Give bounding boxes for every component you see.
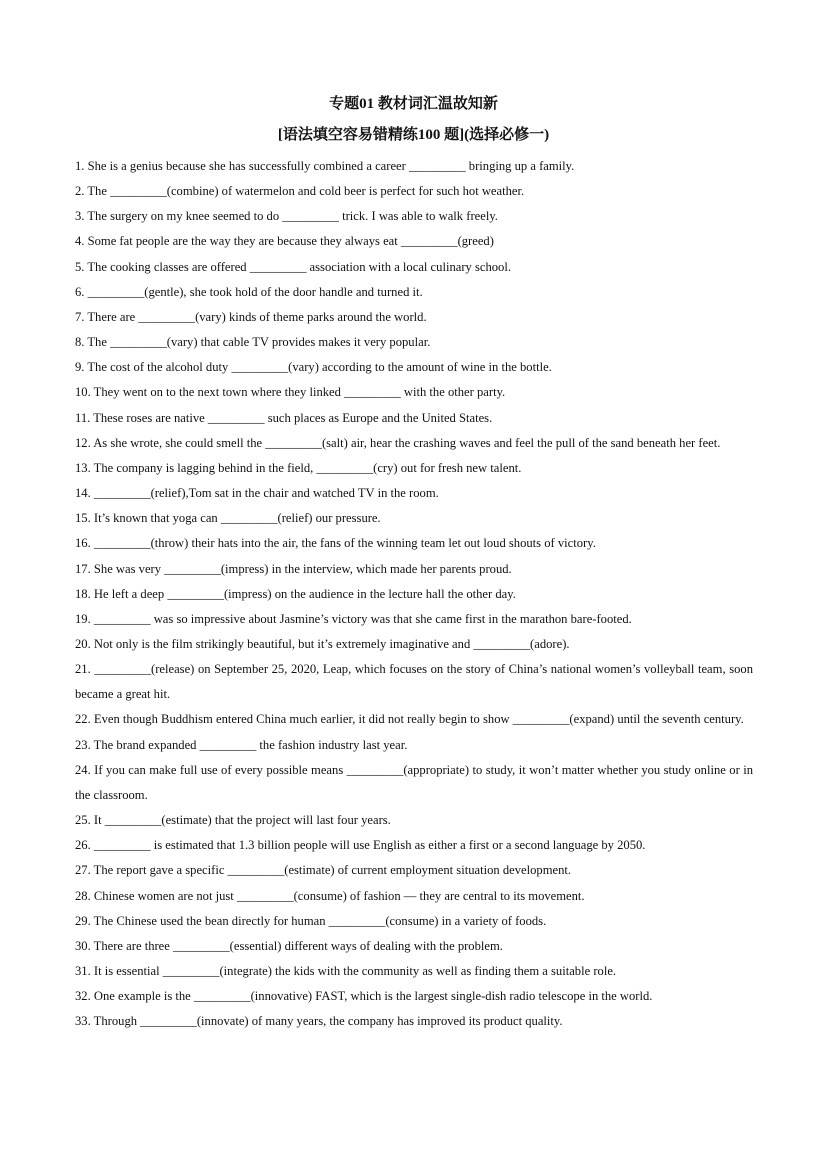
exercise-item: 16. _________(throw) their hats into the air, the fans of the winning team let out loud shouts of victory.	[75, 536, 596, 551]
exercise-item: 12. As she wrote, she could smell the _________(salt) air, hear the crashing waves and feel the pull of the sand beneath her feet.	[75, 435, 721, 450]
document-subtitle: [语法填空容易错精练100 题](选择必修一)	[277, 127, 550, 143]
exercise-item: 31. It is essential _________(integrate) the kids with the community as well as finding them a suitable role.	[75, 964, 617, 978]
exercise-item: 33. Through _________(innovate) of many years, the company has improved its product quality.	[75, 1014, 563, 1029]
exercise-item: 15. It’s known that yoga can _________(relief) our pressure.	[75, 511, 381, 526]
exercise-item: 9. The cost of the alcohol duty _________(vary) according to the amount of wine in the bottle.	[75, 360, 552, 375]
exercise-item: 30. There are three _________(essential) different ways of dealing with the problem.	[75, 938, 503, 953]
exercise-item: 3. The surgery on my knee seemed to do _________ trick. I was able to walk freely.	[75, 209, 498, 224]
exercise-item: 5. The cooking classes are offered _________ association with a local culinary school.	[75, 259, 511, 274]
exercise-item: 18. He left a deep _________(impress) on the audience in the lecture hall the other day.	[75, 586, 516, 601]
exercise-item: 10. They went on to the next town where they linked _________ with the other party.	[75, 385, 506, 400]
exercise-item: 8. The _________(vary) that cable TV provides makes it very popular.	[75, 335, 431, 350]
exercise-item: 25. It _________(estimate) that the project will last four years.	[75, 813, 391, 828]
exercise-item: 20. Not only is the film strikingly beautiful, but it’s extremely imaginative and _________(adore).	[75, 636, 570, 651]
exercise-item: 7. There are _________(vary) kinds of theme parks around the world.	[75, 309, 427, 324]
exercise-item: 24. If you can make full use of every possible means _________(appropriate) to study, it won’t matter whether you study online or in the classroom.	[75, 762, 753, 802]
exercise-item: 17. She was very _________(impress) in the interview, which made her parents proud.	[75, 561, 512, 576]
exercise-item: 26. _________ is estimated that 1.3 billion people will use English as either a first or a second language by 2050.	[75, 838, 646, 853]
exercise-item: 14. _________(relief),Tom sat in the chair and watched TV in the room.	[75, 486, 439, 501]
exercise-item: 1. She is a genius because she has successfully combined a career _________ bringing up a family.	[75, 159, 575, 173]
exercise-item: 2. The _________(combine) of watermelon and cold beer is perfect for such hot weather.	[75, 184, 525, 199]
exercise-item: 28. Chinese women are not just _________(consume) of fashion — they are central to its movement.	[75, 888, 585, 903]
document-title: 专题01 教材词汇温故知新	[329, 96, 498, 112]
exercise-item: 19. _________ was so impressive about Jasmine’s victory was that she came first in the marathon bare-footed.	[75, 611, 632, 626]
exercise-item: 27. The report gave a specific _________(estimate) of current employment situation development.	[75, 863, 572, 878]
exercise-item: 13. The company is lagging behind in the field, _________(cry) out for fresh new talent.	[75, 460, 522, 475]
exercise-item: 4. Some fat people are the way they are because they always eat _________(greed)	[75, 234, 494, 249]
exercise-item: 21. _________(release) on September 25, 2020, Leap, which focuses on the story of China’s national women’s volleyball team, soon became a great hit.	[75, 662, 753, 702]
exercise-list	[75, 154, 753, 1034]
exercise-item: 23. The brand expanded _________ the fashion industry last year.	[75, 737, 408, 752]
exercise-item: 11. These roses are native _________ such places as Europe and the United States.	[75, 410, 493, 425]
exercise-item: 29. The Chinese used the bean directly for human _________(consume) in a variety of foods.	[75, 913, 547, 928]
exercise-item: 6. _________(gentle), she took hold of the door handle and turned it.	[75, 284, 423, 299]
exercise-item: 22. Even though Buddhism entered China much earlier, it did not really begin to show _________(expand) until the seventh century.	[75, 712, 744, 727]
exercise-item: 32. One example is the _________(innovative) FAST, which is the largest single-dish radio telescope in the world.	[75, 989, 653, 1004]
